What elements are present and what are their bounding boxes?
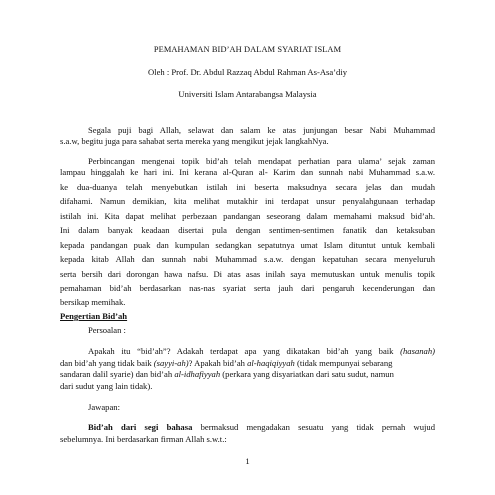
question-term: (sayyi-ah) — [153, 358, 189, 368]
jawapan-label: Jawapan: — [88, 402, 120, 412]
para1-line: Segala puji bagi Allah, selawat dan salam ke atas junjungan besar Nabi Muhammad — [88, 125, 435, 135]
para2-line: kepada pandangan puak dan kumpulan sedangkan sepatutnya umat Islam dituntut untuk kembali — [60, 240, 435, 250]
question-text: dan bid’ah yang tidak baik — [60, 358, 154, 368]
para2-line: kepada kitab Allah dan sunnah nabi Muhammad s.a.w. dengan kepatuhan secara menyeluruh — [60, 254, 435, 264]
question-line — [60, 369, 435, 379]
answer-line: sebelumnya. Ini berdasarkan firman Allah s.w.t.: — [60, 434, 227, 444]
question-text: Apakah itu “bid’ah”? Adakah terdapat apa yang dikatakan bid’ah yang baik — [88, 346, 401, 356]
persoalan-label: Persoalan : — [88, 325, 126, 335]
section-heading: Pengertian Bid’ah — [60, 311, 128, 321]
question-term: al-idhafiyyah — [174, 369, 221, 379]
question-text: (tidak mempunyai sebarang — [294, 358, 393, 368]
para2-line: Perbincangan mengenai topik bid’ah telah mendapat perhatian para ulama’ sejak zaman — [88, 156, 435, 166]
para2-line: serta bersih dari dorongan hawa nafsu. Di atas asas inilah saya memutuskan untuk menulis topik — [60, 269, 435, 279]
question-line — [88, 346, 435, 356]
question-term: al-haqiqiyyah — [247, 358, 295, 368]
para2-line: ke dua-duanya telah menyebutkan istilah ini beserta maksudnya secara jelas dan mudah — [60, 182, 435, 192]
question-text: ? Apakah bid’ah — [188, 358, 248, 368]
para2-line: istilah ini. Kita dapat melihat perbezaan pandangan seseorang dalam memahami maksud bid’ah. — [60, 211, 435, 221]
question-line — [60, 358, 435, 368]
para2-line: pemahaman bid’ah berdasarkan nas-nas syariat serta jauh dari pengaruh kecenderungan dan — [60, 283, 435, 293]
author-line: Oleh : Prof. Dr. Abdul Razzaq Abdul Rahman As-Asa’diy — [147, 67, 348, 77]
para1-line: s.a.w, begitu juga para sahabat serta mereka yang mengikut jejak langkahNya. — [60, 136, 329, 146]
para2-line: difahami. Namun demikian, kita melihat mutakhir ini terdapat unsur penyalahgunaan terhadap — [60, 196, 435, 206]
question-text: sandaran dalil syarie) dan bid’ah — [60, 369, 175, 379]
document-title: PEMAHAMAN BID’AH DALAM SYARIAT ISLAM — [153, 45, 342, 54]
answer-text: bermaksud mengadakan sesuatu yang tidak pernah wujud — [192, 422, 435, 432]
institution-line: Universiti Islam Antarabangsa Malaysia — [178, 89, 317, 99]
answer-line — [88, 422, 435, 432]
question-term: (hasanah) — [400, 346, 435, 356]
answer-term: Bid’ah dari segi bahasa — [88, 422, 193, 432]
question-line: dari sudut yang lain tidak). — [60, 381, 153, 391]
para2-line: lampau hinggalah ke hari ini. Ini kerana al-Quran al- Karim dan sunnah nabi Muhammad s.a.w. — [60, 167, 435, 177]
page-number: 1 — [245, 456, 250, 466]
para2-line: bersikap memihak. — [60, 297, 126, 307]
question-text: (perkara yang disyariatkan dari satu sudut, namun — [220, 369, 394, 379]
para2-line: Ini dalam banyak keadaan disertai pula dengan sentimen-sentimen fanatik dan ketaksuban — [60, 225, 435, 235]
